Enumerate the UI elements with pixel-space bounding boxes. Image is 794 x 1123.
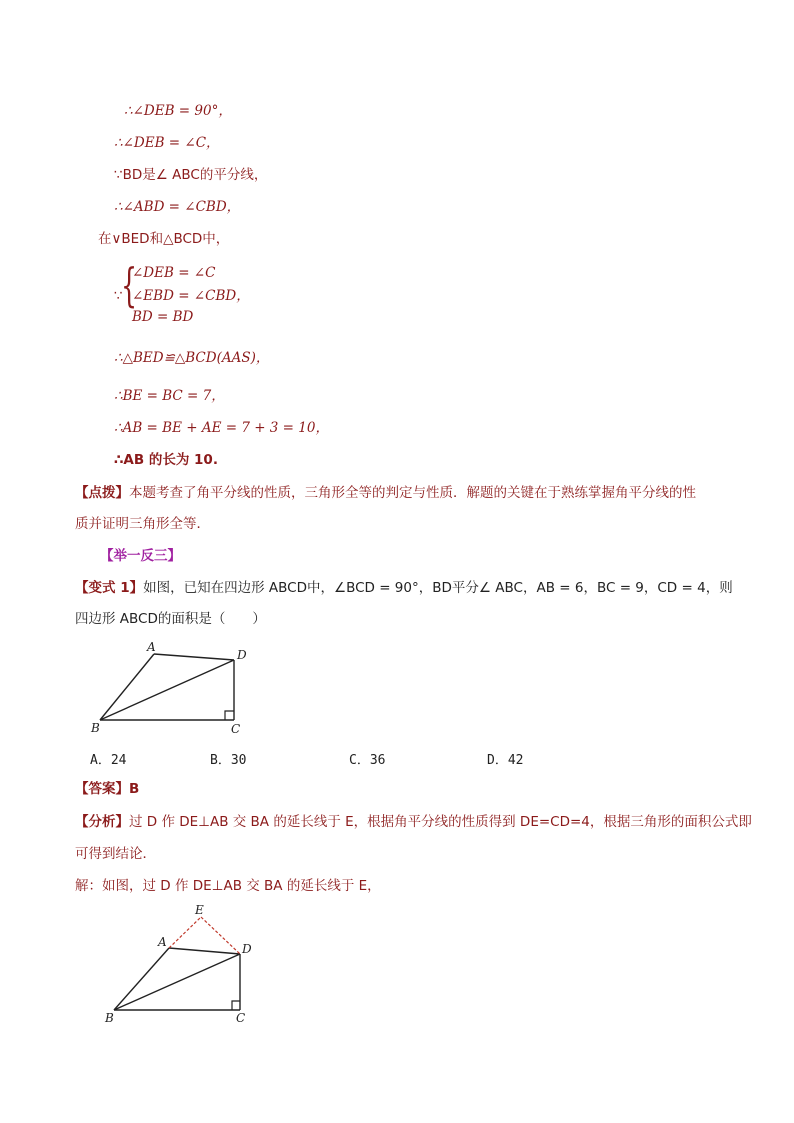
- fig2-label-b: B: [105, 1011, 114, 1025]
- solution-line: [75, 876, 381, 896]
- fig2-label-c: C: [236, 1011, 246, 1025]
- question-tag: 【变式 1】: [75, 580, 144, 596]
- system-eq-3: BD = BD: [132, 309, 194, 325]
- fig2-label-a: A: [158, 935, 167, 949]
- option-b[interactable]: B．30: [210, 753, 247, 768]
- proof-line-7: ∴BE = BC = 7，: [114, 388, 225, 404]
- solution-text: 如图，过 D 作 DE⊥AB 交 BA 的延长线于 E，: [102, 878, 381, 894]
- option-a[interactable]: A．24: [90, 753, 127, 768]
- system-brace: {: [121, 258, 138, 312]
- extended-figure: [100, 900, 270, 1030]
- system-eq-1: ∠DEB = ∠C: [132, 265, 216, 281]
- proof-line-6: ∴△BED≌△BCD(AAS)，: [114, 350, 270, 366]
- answer-tag: 【答案】: [75, 781, 129, 797]
- fig1-label-b: B: [91, 721, 100, 735]
- quadrilateral-figure: [80, 636, 270, 738]
- proof-line-3: ∵BD是∠ ABC的平分线，: [114, 167, 268, 183]
- proof-line-8: ∴AB = BE + AE = 7 + 3 = 10，: [114, 420, 329, 436]
- analysis-tag: 【分析】: [75, 814, 129, 830]
- solution-label: 解：: [75, 878, 102, 894]
- proof-line-4: ∴∠ABD = ∠CBD，: [114, 199, 241, 215]
- answer-value: B: [129, 781, 140, 797]
- note-line-2: 质并证明三角形全等．: [75, 516, 210, 532]
- note-tag: 【点拨】: [75, 485, 129, 501]
- system-because: ∵: [114, 288, 123, 304]
- note-line-1: [75, 483, 696, 503]
- answer-line: [75, 779, 139, 799]
- note-text-1: 本题考查了角平分线的性质，三角形全等的判定与性质．解题的关键在于熟练掌握角平分线的性: [129, 485, 696, 501]
- proof-line-1: ∴∠DEB = 90°，: [124, 103, 232, 119]
- question-line-1: [75, 578, 733, 598]
- fig1-label-a: A: [147, 640, 156, 654]
- fig2-label-d: D: [242, 942, 252, 956]
- option-d[interactable]: D．42: [487, 753, 524, 768]
- fig1-label-c: C: [231, 722, 241, 736]
- system-eq-2: ∠EBD = ∠CBD，: [132, 288, 250, 304]
- question-line-2: 四边形 ABCD的面积是（ ）: [75, 611, 266, 627]
- question-text-1: 如图，已知在四边形 ABCD中，∠BCD = 90°，BD平分∠ ABC，AB = 6，BC = 9，CD = 4，则: [143, 580, 733, 596]
- option-c[interactable]: C．36: [349, 753, 386, 768]
- analysis-line-2: 可得到结论．: [75, 846, 156, 862]
- analysis-text-1: 过 D 作 DE⊥AB 交 BA 的延长线于 E，根据角平分线的性质得到 DE=CD=4，根据三角形的面积公式即: [129, 814, 752, 830]
- fig1-label-d: D: [237, 648, 247, 662]
- proof-line-5: 在∨BED和△BCD中，: [98, 231, 230, 247]
- analysis-line-1: [75, 812, 752, 832]
- fig2-label-e: E: [195, 903, 204, 917]
- proof-conclusion: ∴AB 的长为 10.: [114, 452, 218, 468]
- section-title: 【举一反三】: [100, 548, 181, 564]
- proof-line-2: ∴∠DEB = ∠C，: [114, 135, 220, 151]
